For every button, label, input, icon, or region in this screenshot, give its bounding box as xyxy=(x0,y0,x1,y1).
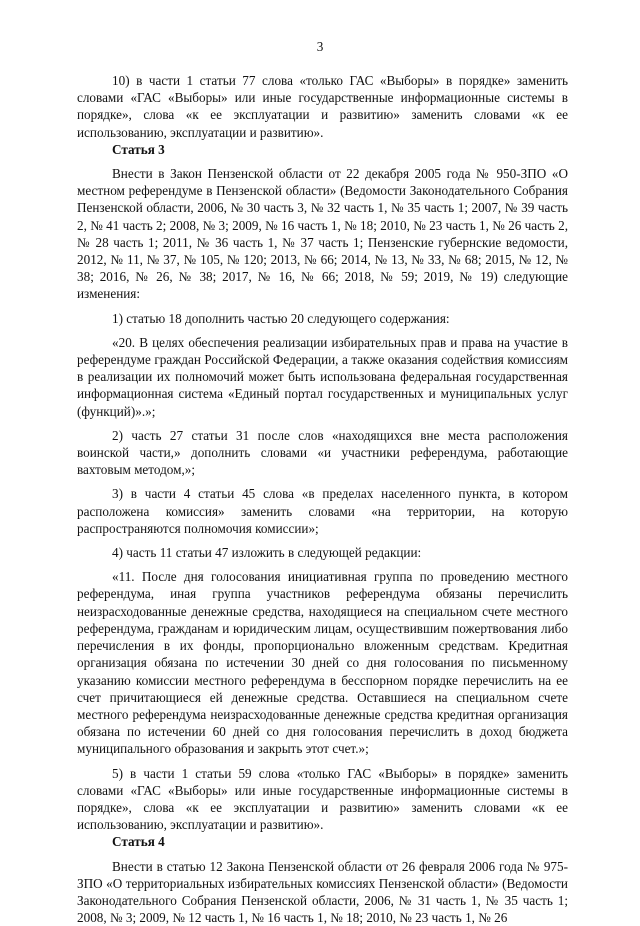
paragraph-quote-11: «11. После дня голосования инициативная группа по проведению местного референдума, иная группа участников референдума обязаны перечислить неизрасходованные денежные средства, находящиеся на специальном счете местного референдума, гражданам и юридическим лицам, осуществившим пожертвования либо перечисления в их фонды, пропорционально вложенным средствам. Кредитная организация обязана по истечении 30 дней со дня голосования по письменному указанию комиссии местного референдума в бесспорном порядке перечислить на ее счет причитающиеся ей денежные средства. Оставшиеся на специальном счете местного референдума неизрасходованные денежные средства кредитная организация обязана по истечении 60 дней со дня голосования перечислить в доход бюджета муниципального образования и закрыть этот счет.»; xyxy=(77,569,568,757)
paragraph-item-5: 5) в части 1 статьи 59 слова «только ГАС «Выборы» в порядке» заменить словами «ГАС «Выборы» или иные государственные информационные системы в порядке», слова «к ее эксплуатации и развитию» заменить словами «к ее использованию, эксплуатации и развитию». xyxy=(77,765,568,833)
paragraph-amendment-10: 10) в части 1 статьи 77 слова «только ГАС «Выборы» в порядке» заменить словами «ГАС «Выборы» или иные государственные информационные системы в порядке», слова «к ее эксплуатации и развитию» заменить словами «к ее использованию, эксплуатации и развитию». xyxy=(77,73,568,140)
document-body xyxy=(77,72,568,926)
article-4-heading: Статья 4 xyxy=(112,834,165,850)
paragraph-item-3: 3) в части 4 статьи 45 слова «в пределах населенного пункта, в котором расположена комиссия» заменить словами «на территории, на которую распространяются полномочия комиссии»; xyxy=(77,486,568,536)
paragraph-item-1: 1) статью 18 дополнить частью 20 следующего содержания: xyxy=(112,310,450,326)
paragraph-quote-20: «20. В целях обеспечения реализации избирательных прав и права на участие в референдуме граждан Российской Федерации, а также оказания содействия комиссиям в реализации их полномочий может быть использована федеральная государственная информационная система «Единый портал государственных и муниципальных услуг (функций)».»; xyxy=(77,334,568,419)
paragraph-article-4-intro: Внести в статью 12 Закона Пензенской области от 26 февраля 2006 года № 975-ЗПО «О территориальных избирательных комиссиях Пензенской области» (Ведомости Законодательного Собрания Пензенской области, 2006, № 31 часть 1, № 35 часть 1; 2008, № 3; 2009, № 12 часть 1, № 16 часть 1, № 18; 2010, № 23 часть 1, № 26 xyxy=(77,858,568,926)
paragraph-item-2: 2) часть 27 статьи 31 после слов «находящихся вне места расположения воинской части,» дополнить словами «и участники референдума, работающие вахтовым методом,»; xyxy=(77,427,568,478)
page-number: 3 xyxy=(316,39,324,54)
paragraph-item-4: 4) часть 11 статьи 47 изложить в следующей редакции: xyxy=(112,545,422,561)
paragraph-article-3-intro: Внести в Закон Пензенской области от 22 декабря 2005 года № 950-ЗПО «О местном референдуме в Пензенской области» (Ведомости Законодательного Собрания Пензенской области, 2006, № 30 часть 3, № 32 часть 1, № 35 часть 1; 2007, № 39 часть 2, № 41 часть 2; 2008, № 3; 2009, № 16 часть 1, № 18; 2010, № 23 часть 1, № 26 часть 2, № 28 часть 1; 2011, № 36 часть 1, № 37 часть 1; Пензенские губернские ведомости, 2012, № 11, № 37, № 105, № 120; 2013, № 66; 2014, № 13, № 33, № 68; 2015, № 12, № 38; 2016, № 26, № 38; 2017, № 16, № 66; 2018, № 59; 2019, № 19) следующие изменения: xyxy=(77,166,568,302)
article-3-heading: Статья 3 xyxy=(112,141,165,157)
